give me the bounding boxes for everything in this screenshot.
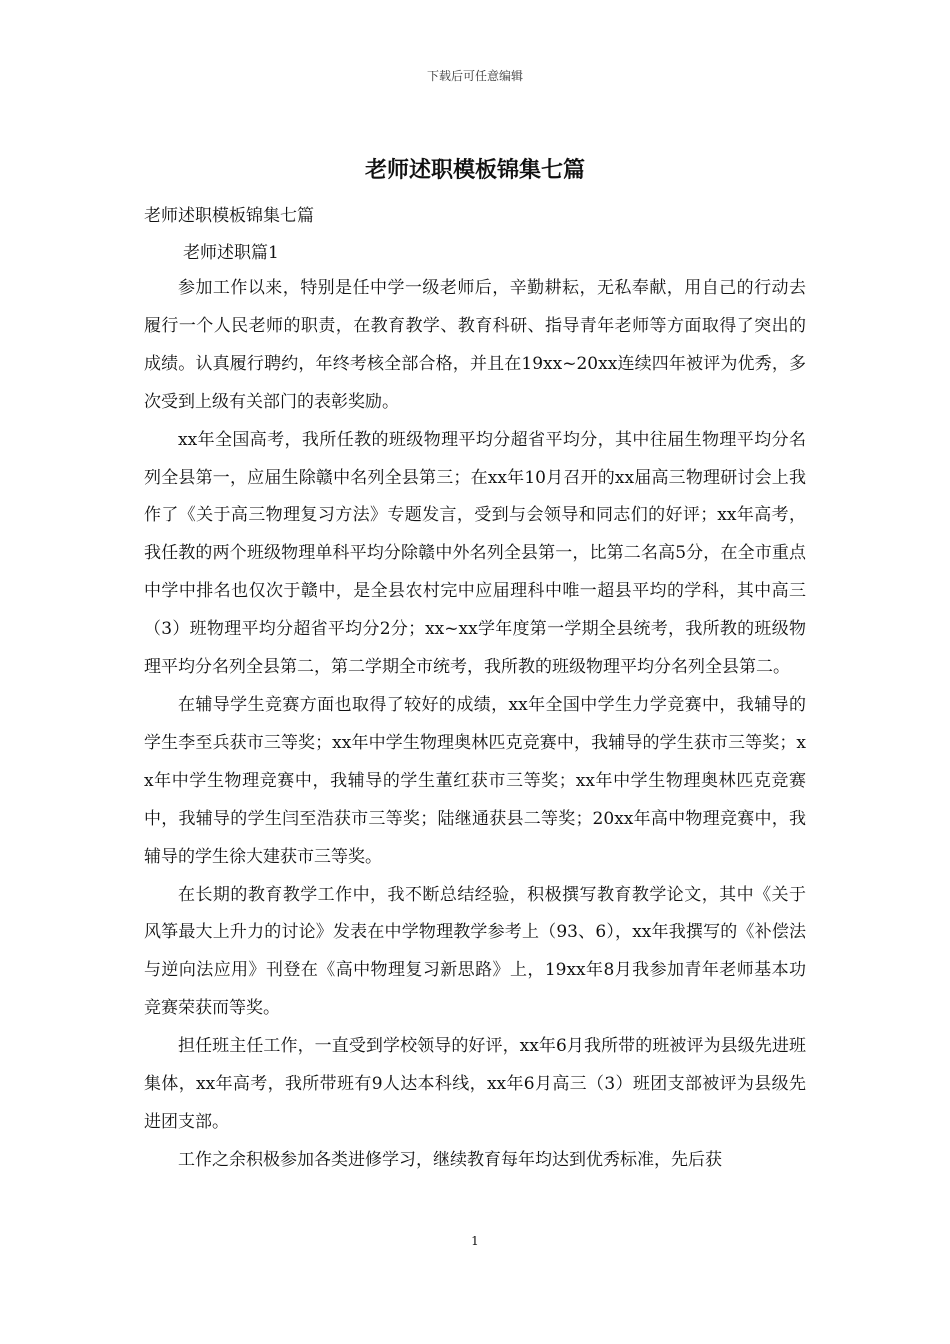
document-subtitle: 老师述职模板锦集七篇: [144, 206, 314, 226]
paragraph: 工作之余积极参加各类进修学习，继续教育每年均达到优秀标准，先后获: [178, 1149, 722, 1170]
page-number: 1: [471, 1234, 479, 1248]
paragraph: 担任班主任工作，一直受到学校领导的好评，xx年6月我所带的班被评为县级先进班集体，xx年高考，我所带班有9人达本科线，xx年6月高三（3）班团支部被评为县级先进团支部。: [144, 1036, 806, 1132]
paragraph: xx年全国高考，我所任教的班级物理平均分超省平均分，其中往届生物理平均分名列全县第一，应届生除赣中名列全县第三；在xx年10月召开的xx届高三物理研讨会上我作了《关于高三物理复习方法》专题发言，受到与会领导和同志们的好评；xx年高考，我任教的两个班级物理单科平均分除赣中外名列全县第一，比第二名高5分，在全市重点中学中排名也仅次于赣中，是全县农村完中应届理科中唯一超县平均的学科，其中高三（3）班物理平均分超省平均分2分；xx~xx学年度第一学期全县统考，我所教的班级物理平均分名列全县第二，第二学期全市统考，我所教的班级物理平均分名列全县第二。: [144, 429, 806, 678]
paragraph: 在辅导学生竞赛方面也取得了较好的成绩，xx年全国中学生力学竞赛中，我辅导的学生李至兵获市三等奖；xx年中学生物理奥林匹克竞赛中，我辅导的学生获市三等奖；xx年中学生物理竞赛中，我辅导的学生董红获市三等奖；xx年中学生物理奥林匹克竞赛中，我辅导的学生闫至浩获市三等奖；陆继通获县二等奖；20xx年高中物理竞赛中，我辅导的学生徐大建获市三等奖。: [144, 694, 806, 867]
header-note: 下载后可任意编辑: [426, 69, 523, 83]
section-title: 老师述职篇1: [183, 243, 279, 263]
paragraph: 参加工作以来，特别是任中学一级老师后，辛勤耕耘，无私奉献，用自己的行动去履行一个人民老师的职责，在教育教学、教育科研、指导青年老师等方面取得了突出的成绩。认真履行聘约，年终考核全部合格，并且在19xx~20xx连续四年被评为优秀，多次受到上级有关部门的表彰奖励。: [144, 278, 806, 412]
document-title: 老师述职模板锦集七篇: [364, 157, 585, 183]
paragraph: 在长期的教育教学工作中，我不断总结经验，积极撰写教育教学论文，其中《关于风筝最大上升力的讨论》发表在中学物理教学参考上（93、6），xx年我撰写的《补偿法与逆向法应用》刊登在《高中物理复习新思路》上，19xx年8月我参加青年老师基本功竞赛荣获而等奖。: [144, 884, 806, 1019]
body-text: [144, 270, 806, 1180]
